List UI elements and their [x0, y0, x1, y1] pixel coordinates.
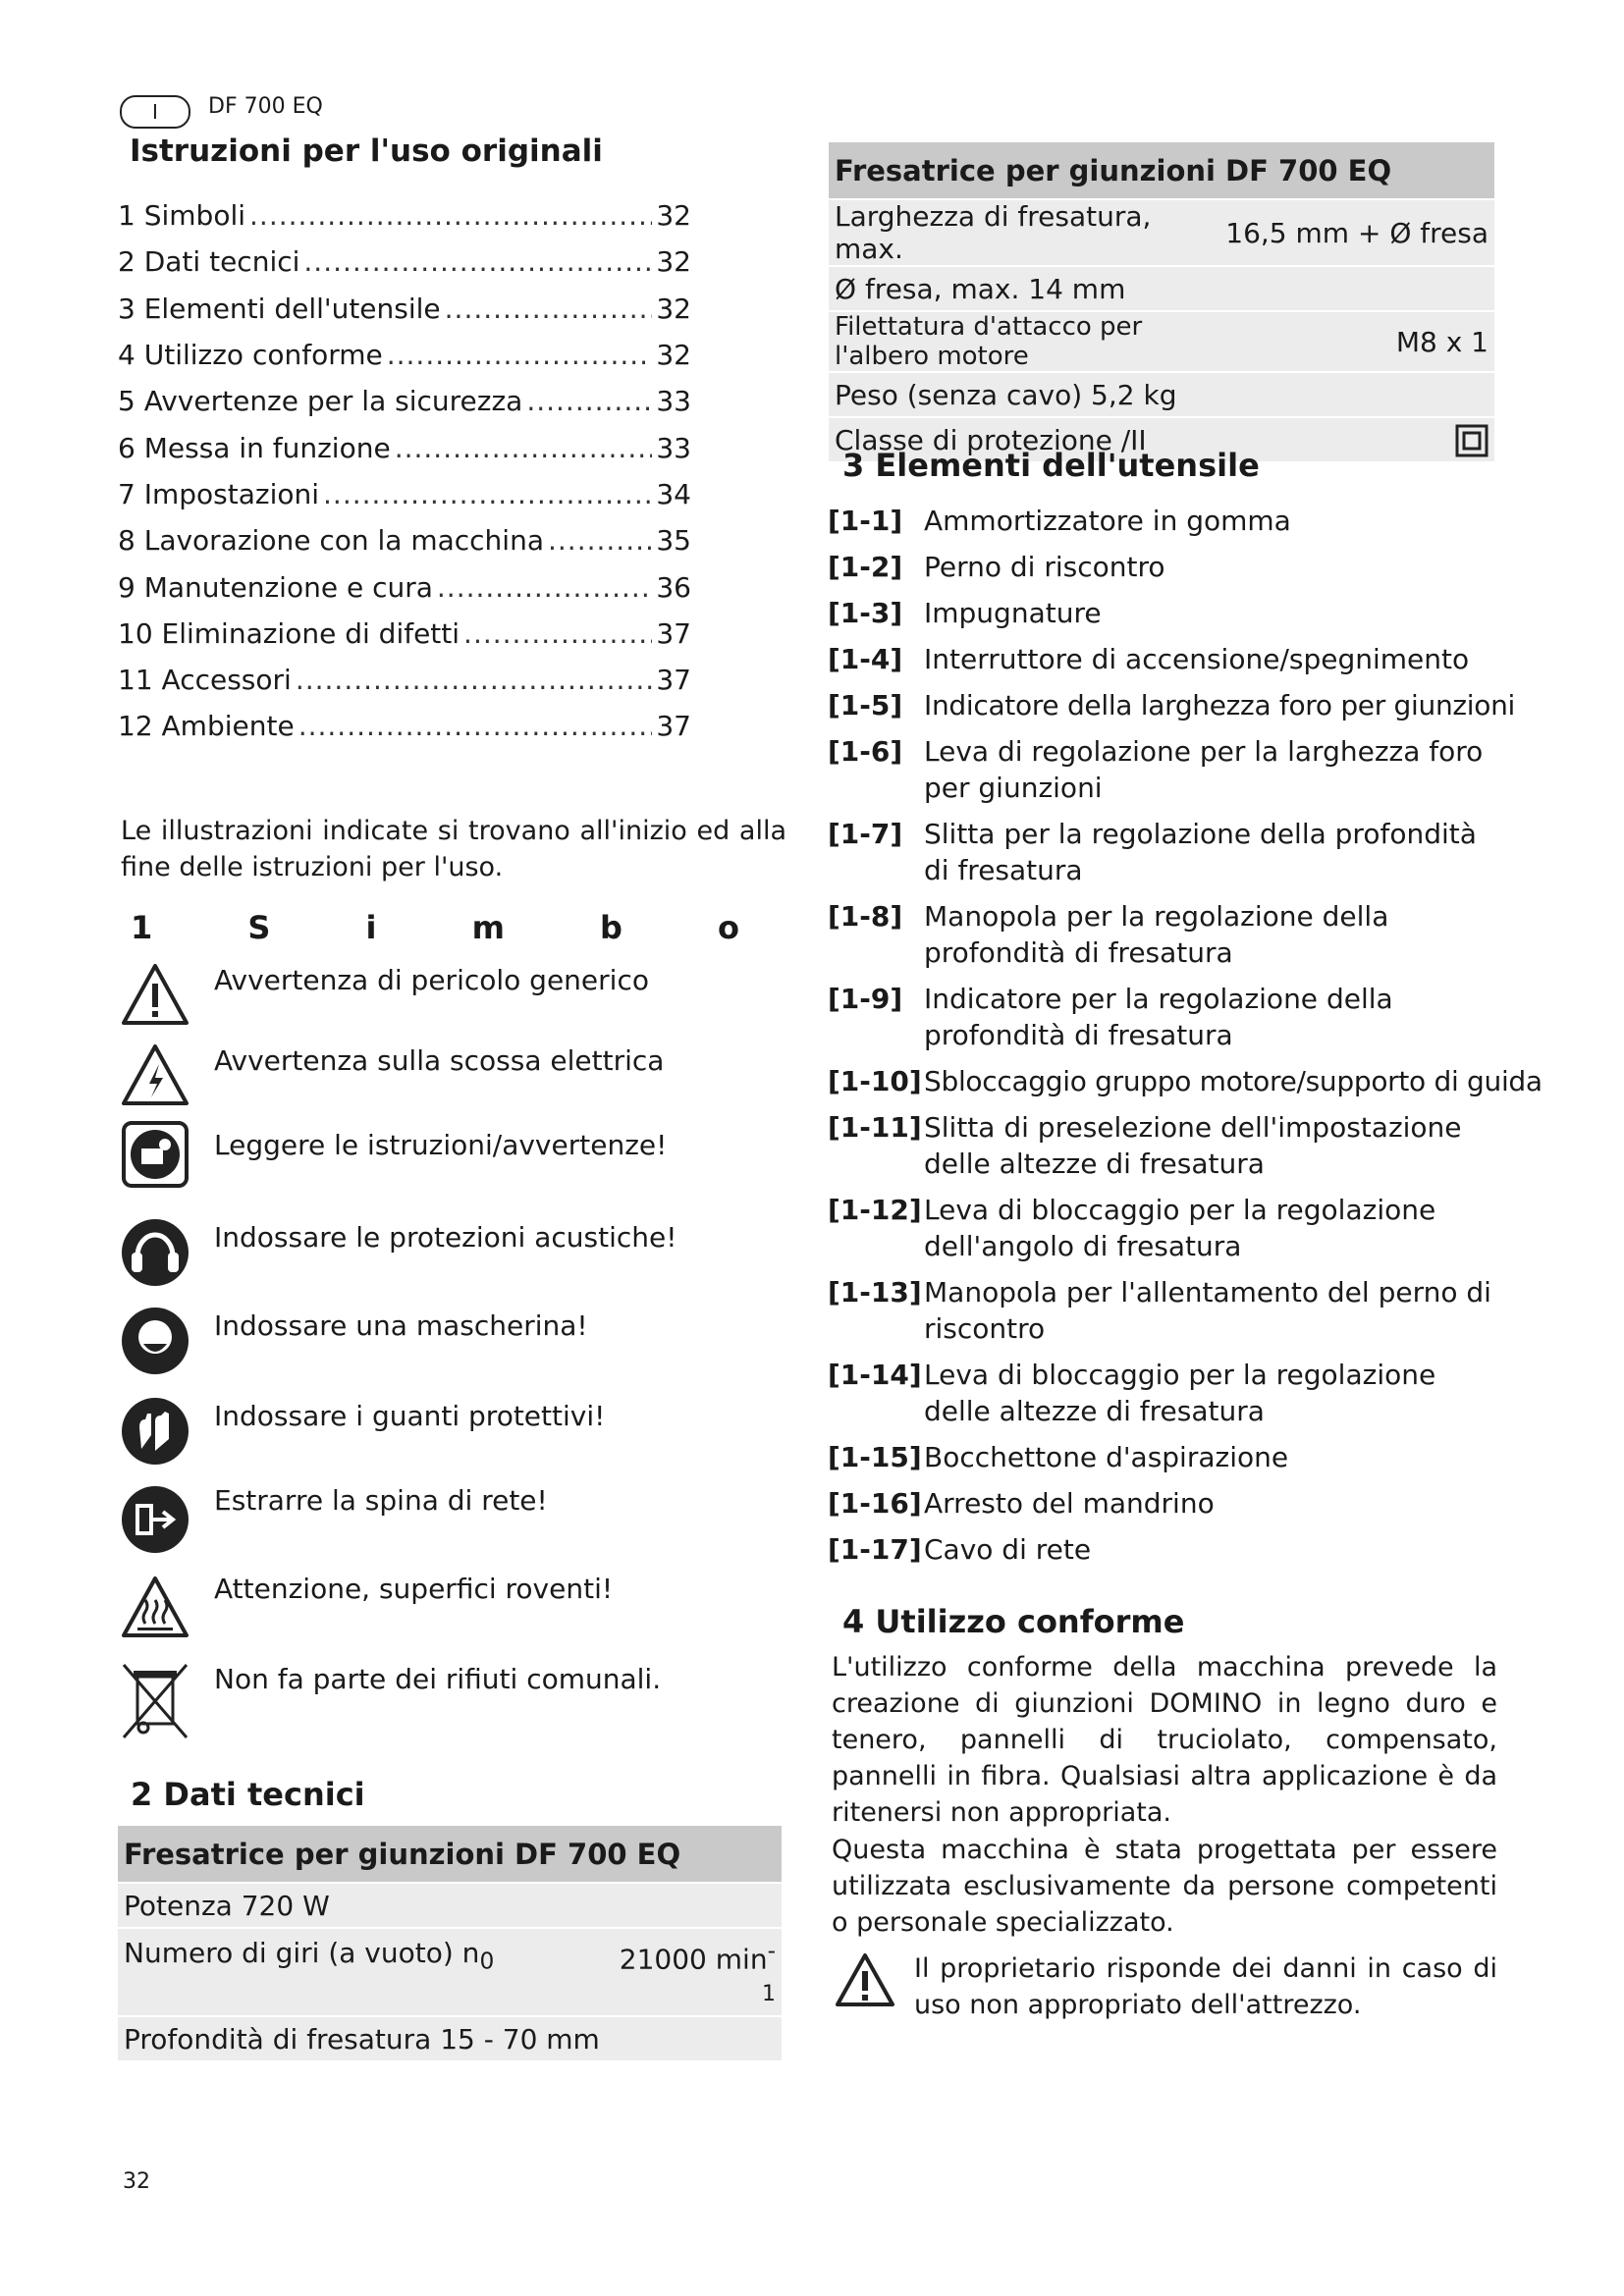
toc-item[interactable]: 6 Messa in funzione ..... 33 [118, 424, 691, 470]
symbol-row: Avvertenza di pericolo generico [118, 960, 746, 1029]
ear-protection-icon [120, 1217, 190, 1288]
symbol-row: Indossare i guanti protettivi! [118, 1396, 746, 1465]
usage-paragraph-1: L'utilizzo conforme della macchina prevede la creazione di giunzioni DOMINO in legno duro e tenero, pannelli di truciolato, compensato, pannelli in fibra. Qualsiasi altra applicazione è da ritenersi non appropriata. [832, 1652, 1497, 1828]
page-number: 32 [123, 2169, 150, 2194]
list-item: [1-7] Slitta per la regolazione della profondità di fresatura [828, 818, 1477, 886]
symbol-row: Estrarre la spina di rete! [118, 1484, 746, 1553]
mask-icon [120, 1306, 190, 1376]
toc-item[interactable]: 10 Eliminazione di difetti ..... 37 [118, 611, 691, 657]
usage-paragraph-2: Questa macchina è stata progettata per essere utilizzata esclusivamente da persone competenti o personale specializzato. [832, 1835, 1497, 1938]
section-2-heading: 2 Dati tecnici [131, 1776, 365, 1813]
section-3-heading: 3 Elementi dell'utensile [842, 447, 1260, 484]
spec-table-left [118, 1826, 782, 2062]
table-row: Filettatura d'attacco per l'albero motore M8 x 1 [829, 311, 1494, 372]
warning-icon [120, 960, 190, 1031]
symbol-row: Indossare una mascherina! [118, 1306, 746, 1374]
table-row: Numero di giri (a vuoto) $n_0$ 21000 min- 1 [118, 1928, 782, 2016]
list-item: [1-13] Manopola per l'allentamento del perno di riscontro [828, 1276, 1491, 1345]
toc-item[interactable]: 11 Accessori ..... 37 [118, 657, 691, 703]
page-title: Istruzioni per l'uso originali [130, 133, 603, 169]
warning-icon [834, 1951, 896, 2008]
table-row: Larghezza di fresatura, max. 16,5 mm + Ø fresa [829, 199, 1494, 266]
unplug-icon [120, 1484, 190, 1555]
toc-item[interactable]: 12 Ambiente ..... 37 [118, 703, 691, 749]
list-item: [1-4] Interruttore di accensione/spegnimento [828, 643, 1470, 675]
table-of-contents [118, 192, 691, 750]
list-item: [1-2] Perno di riscontro [828, 551, 1165, 583]
spec-table-right [829, 142, 1494, 463]
table-row: Potenza 720 W [118, 1883, 782, 1928]
language-badge: I [120, 95, 190, 129]
intro-paragraph: Le illustrazioni indicate si trovano all'inizio ed alla fine delle istruzioni per l'uso. [121, 816, 786, 882]
symbol-row: Avvertenza sulla scossa elettrica [118, 1041, 746, 1109]
spec-table-header: Fresatrice per giunzioni DF 700 EQ [829, 142, 1494, 199]
symbol-row: Leggere le istruzioni/avvertenze! [118, 1119, 746, 1188]
toc-item[interactable]: 4 Utilizzo conforme ..... 32 [118, 332, 691, 378]
list-item: [1-9] Indicatore per la regolazione della profondità di fresatura [828, 983, 1393, 1051]
crossed-bin-icon [120, 1661, 190, 1741]
elements-list [828, 503, 1543, 1577]
electric-shock-icon [120, 1041, 190, 1111]
toc-item[interactable]: 9 Manutenzione e cura ..... 36 [118, 563, 691, 610]
list-item: [1-16] Arresto del mandrino [828, 1487, 1215, 1520]
table-row: Peso (senza cavo) 5,2 kg [829, 372, 1494, 417]
list-item: [1-10] Sbloccaggio gruppo motore/supporto di guida [828, 1065, 1543, 1097]
section-1-heading: 1 S i m b o [131, 909, 739, 946]
toc-item[interactable]: 3 Elementi dell'utensile ..... 32 [118, 286, 691, 332]
toc-item[interactable]: 8 Lavorazione con la macchina ..... 35 [118, 517, 691, 563]
table-row: Ø fresa, max. 14 mm [829, 266, 1494, 311]
list-item: [1-12] Leva di bloccaggio per la regolazione dell'angolo di fresatura [828, 1194, 1436, 1262]
protection-class-ii-icon [1455, 424, 1489, 457]
gloves-icon [120, 1396, 190, 1467]
toc-item[interactable]: 1 Simboli ..... 32 [118, 192, 691, 239]
toc-item[interactable]: 5 Avvertenze per la sicurezza ..... 33 [118, 378, 691, 424]
list-item: [1-3] Impugnature [828, 597, 1102, 629]
list-item: [1-11] Slitta di preselezione dell'impostazione delle altezze di fresatura [828, 1111, 1462, 1180]
toc-item[interactable]: 7 Impostazioni ..... 34 [118, 471, 691, 517]
hot-surface-icon [120, 1573, 190, 1643]
list-item: [1-1] Ammortizzatore in gomma [828, 505, 1291, 537]
toc-item[interactable]: 2 Dati tecnici ..... 32 [118, 239, 691, 285]
spec-table-header: Fresatrice per giunzioni DF 700 EQ [118, 1826, 782, 1883]
list-item: [1-14] Leva di bloccaggio per la regolazione delle altezze di fresatura [828, 1359, 1436, 1427]
section-4-heading: 4 Utilizzo conforme [842, 1603, 1185, 1640]
symbol-row: Attenzione, superfici roventi! [118, 1573, 746, 1641]
list-item: [1-5] Indicatore della larghezza foro per giunzioni [828, 689, 1516, 721]
symbol-row: Non fa parte dei rifiuti comunali. [118, 1661, 746, 1730]
list-item: [1-6] Leva di regolazione per la larghezza foro per giunzioni [828, 735, 1484, 804]
list-item: [1-15] Bocchettone d'aspirazione [828, 1441, 1289, 1473]
read-manual-icon [120, 1119, 190, 1190]
symbol-row: Indossare le protezioni acustiche! [118, 1217, 746, 1286]
table-row: Classe di protezione /II [829, 417, 1494, 462]
list-item: [1-8] Manopola per la regolazione della profondità di fresatura [828, 900, 1389, 969]
table-row: Profondità di fresatura 15 - 70 mm [118, 2016, 782, 2061]
owner-liability-warning: Il proprietario risponde dei danni in caso di uso non appropriato dell'attrezzo. [914, 1953, 1497, 2020]
model-name: DF 700 EQ [208, 94, 323, 119]
list-item: [1-17] Cavo di rete [828, 1533, 1092, 1566]
